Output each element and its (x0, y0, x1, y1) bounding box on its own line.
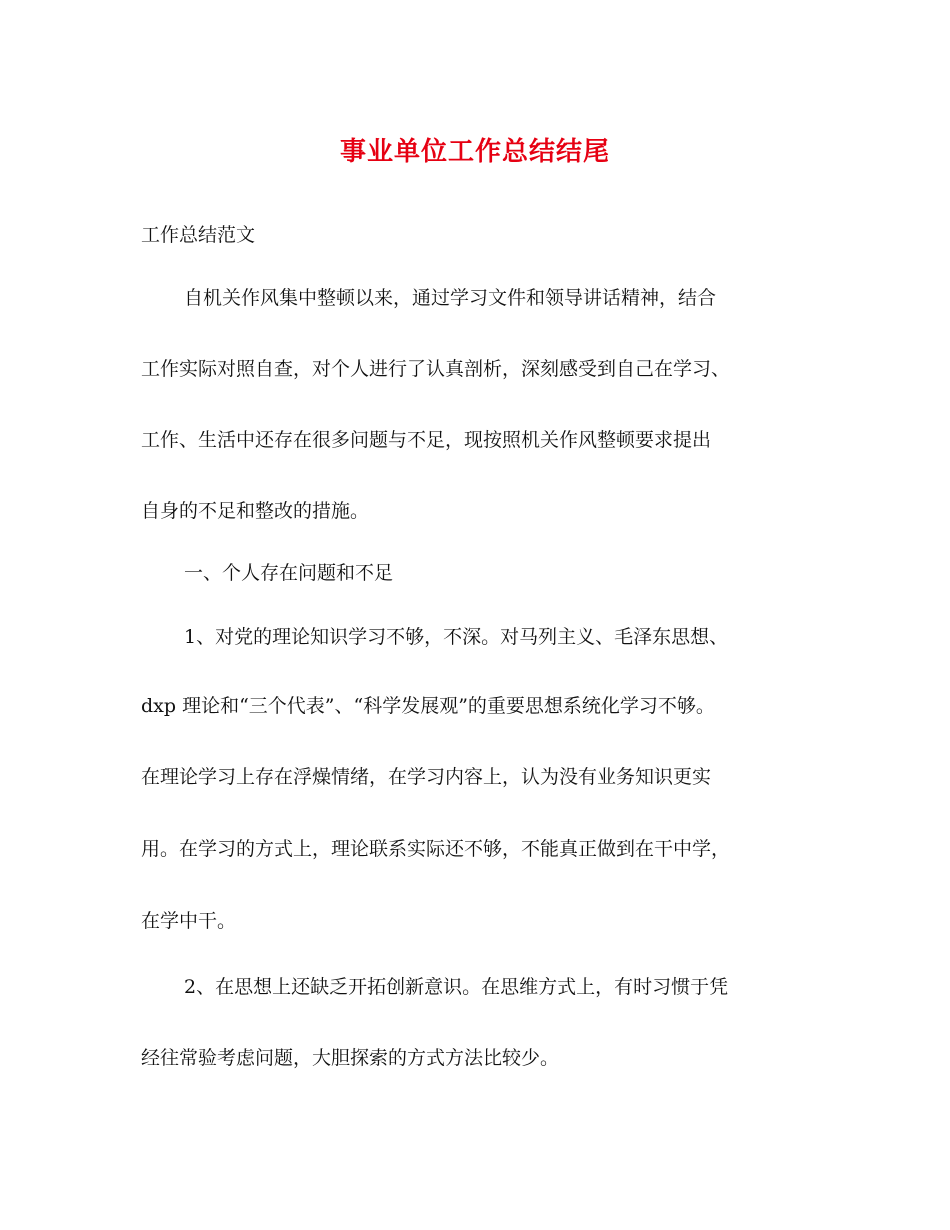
paragraph-line: 经往常验考虑问题，大胆探索的方式方法比较少。 (141, 1047, 560, 1069)
paragraph-line: 工作、生活中还存在很多问题与不足，现按照机关作风整顿要求提出 (141, 429, 712, 451)
paragraph-line: 工作实际对照自查，对个人进行了认真剖析，深刻感受到自己在学习、 (141, 358, 731, 380)
paragraph-line: 用。在学习的方式上，理论联系实际还不够，不能真正做到在干中学， (141, 838, 731, 860)
paragraph-line: 在理论学习上存在浮燥情绪，在学习内容上，认为没有业务知识更实 (141, 766, 712, 788)
paragraph-line: 自身的不足和整改的措施。 (141, 500, 370, 522)
document-title: 事业单位工作总结结尾 (339, 137, 610, 167)
paragraph-line: 自机关作风集中整顿以来，通过学习文件和领导讲话精神，结合 (184, 287, 717, 309)
paragraph-line: 1、对党的理论知识学习不够，不深。对马列主义、毛泽东思想、 (184, 626, 729, 648)
section-heading: 一、个人存在问题和不足 (184, 562, 394, 584)
paragraph-line: 在学中干。 (141, 910, 237, 932)
paragraph-line: dxp 理论和“三个代表”、“科学发展观”的重要思想系统化学习不够。 (141, 695, 715, 717)
document-subtitle: 工作总结范文 (141, 224, 256, 246)
paragraph-line: 2、在思想上还缺乏开拓创新意识。在思维方式上，有时习惯于凭 (184, 976, 729, 998)
